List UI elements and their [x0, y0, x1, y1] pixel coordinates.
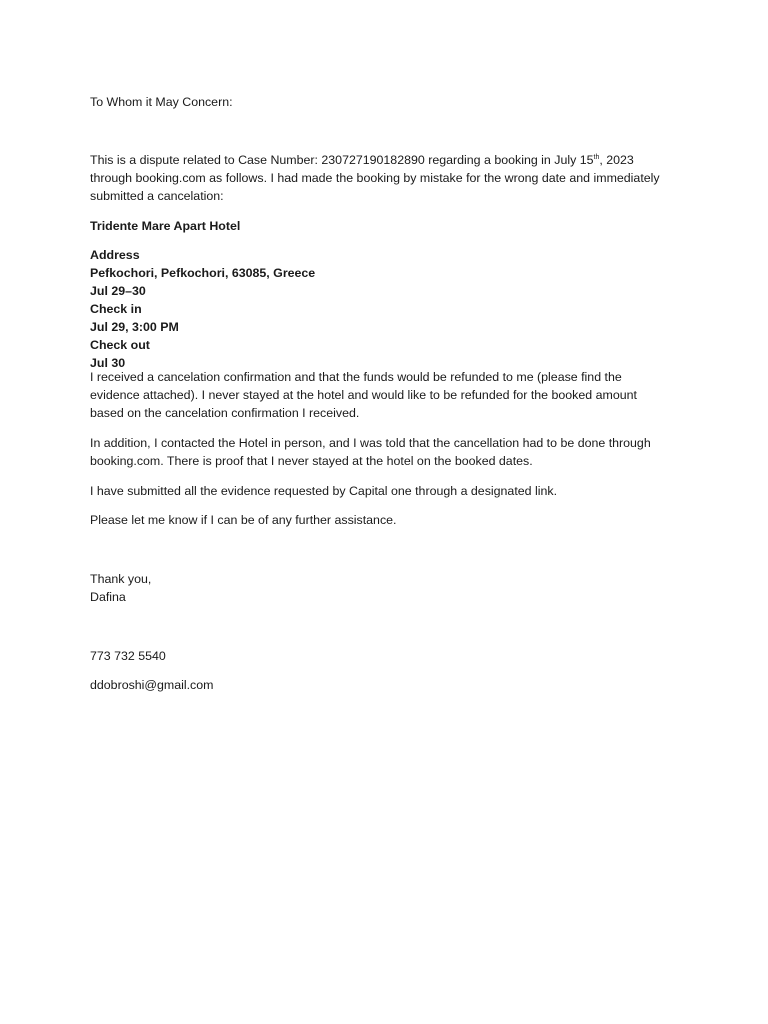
email-address: ddobroshi@gmail.com — [90, 678, 214, 692]
phone-number: 773 732 5540 — [90, 649, 166, 663]
signer-name: Dafina — [90, 590, 126, 604]
salutation: To Whom it May Concern: — [90, 95, 233, 109]
intro-line-2: through booking.com as follows. I had made the booking by mistake for the wrong date and immediately — [90, 171, 660, 185]
intro-paragraph — [90, 151, 690, 205]
closing — [90, 570, 690, 606]
assistance-paragraph: Please let me know if I can be of any further assistance. — [90, 513, 397, 527]
intro-line-1: This is a dispute related to Case Number: 230727190182890 regarding a booking in July 15th, 2023 — [90, 153, 634, 167]
detail-address-value: Pefkochori, Pefkochori, 63085, Greece — [90, 266, 316, 280]
hotel-name: Tridente Mare Apart Hotel — [90, 219, 241, 233]
evidence-paragraph: I have submitted all the evidence requested by Capital one through a designated link. — [90, 484, 558, 498]
detail-checkout-label: Check out — [90, 338, 150, 352]
detail-dates: Jul 29–30 — [90, 284, 146, 298]
hotel-contact-paragraph: In addition, I contacted the Hotel in person, and I was told that the cancellation had to be done through booking.com. There is proof that I never stayed at the hotel on the booked dates. — [90, 436, 651, 468]
detail-checkin-label: Check in — [90, 302, 142, 316]
detail-checkin-value: Jul 29, 3:00 PM — [90, 320, 179, 334]
detail-checkout-value: Jul 30 — [90, 356, 126, 370]
refund-paragraph: I received a cancelation confirmation and that the funds would be refunded to me (please find the evidence attached). I never stayed at the hotel and would like to be refunded for the booked amount based on the cancelation confirmation I received. — [90, 370, 637, 420]
detail-address-label: Address — [90, 248, 140, 262]
intro-line-3: submitted a cancelation: — [90, 189, 224, 203]
closing-text: Thank you, — [90, 572, 152, 586]
booking-details — [90, 246, 690, 372]
